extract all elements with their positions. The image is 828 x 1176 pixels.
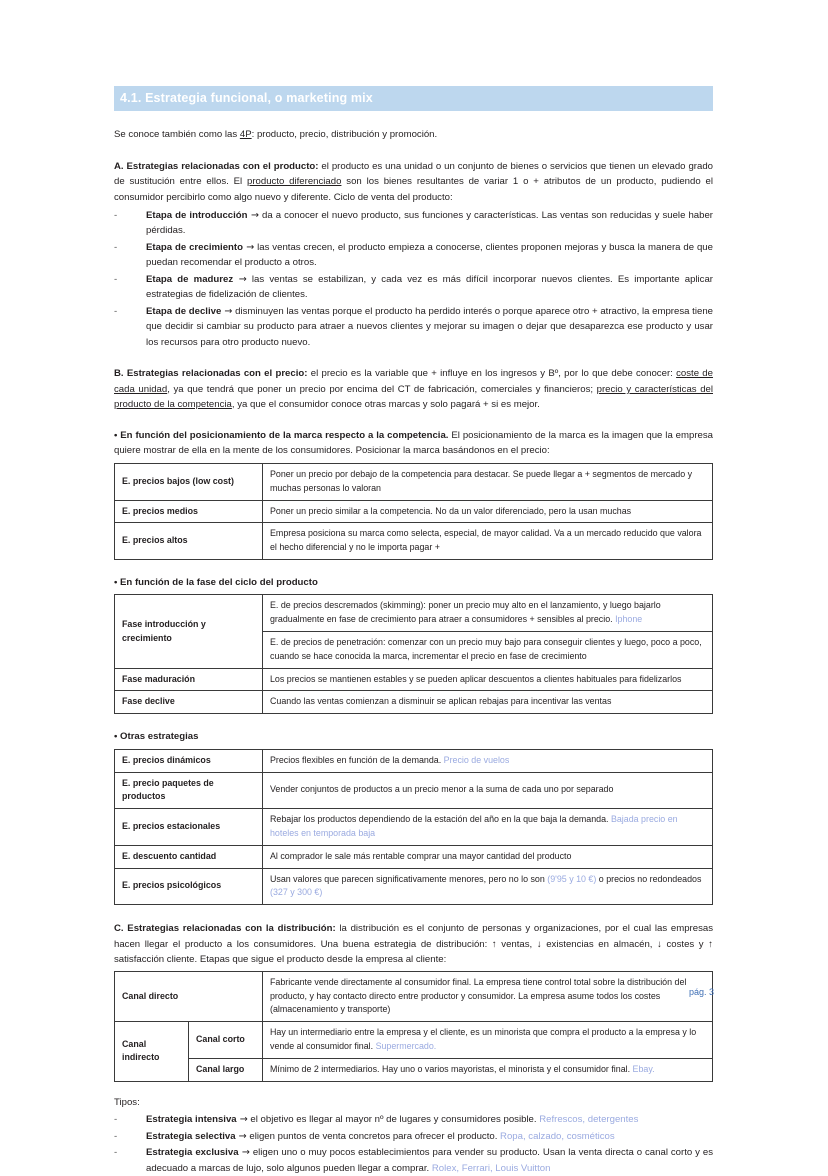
- row-label: E. precios dinámicos: [115, 749, 263, 772]
- arrow-icon: →: [238, 1147, 250, 1159]
- section-a-underlined: producto diferenciado: [247, 176, 342, 188]
- row-label: E. precios medios: [115, 500, 263, 523]
- section-b-underlined-1: coste de cada unidad: [114, 368, 713, 395]
- table-row: [115, 971, 713, 1021]
- psico-part1: Usan valores que parecen significativamente menores, pero no lo son: [270, 873, 548, 884]
- canal-directo-label: Canal directo: [115, 971, 263, 1021]
- row-desc: [263, 595, 713, 632]
- table-row: [115, 691, 713, 714]
- psico-example-1: (9'95 y 10 €): [547, 873, 597, 884]
- section-b-text3: , ya que el consumidor conoce otras marcas y solo pagará + si es mejor.: [231, 399, 540, 411]
- row-desc: [263, 809, 713, 846]
- canal-corto-label: Canal corto: [189, 1022, 263, 1059]
- row-desc: [263, 772, 713, 809]
- list-item-term: Etapa de madurez: [146, 273, 234, 285]
- intro-post: : producto, precio, distribución y promoción.: [251, 129, 438, 141]
- section-c-text: la distribución es el conjunto de personas y organizaciones, por el cual las empresas hacen llegar el producto a los consumidores. Una buena estrategia de distribución: ↑ ventas, ↓ existencias en almacén, ↓ costes y ↑ satisfacción cliente. Etapas que sigue el producto desde la empresa al cliente:: [114, 923, 713, 966]
- posicionamiento-heading-bold: En función del posicionamiento de la marca respecto a la competencia.: [120, 429, 449, 441]
- distribucion-table: [114, 971, 713, 1082]
- table-row: [115, 1022, 713, 1059]
- table-row: [115, 809, 713, 846]
- row-desc-text: Al comprador le sale más rentable comprar una mayor cantidad del producto: [270, 850, 572, 861]
- otras-heading-text: Otras estrategias: [120, 731, 199, 743]
- row-label: Fase declive: [115, 691, 263, 714]
- canal-corto-desc: [263, 1022, 713, 1059]
- intro-underlined-4p: 4P: [239, 129, 252, 141]
- list-item: [114, 304, 713, 351]
- section-a-paragraph: [114, 159, 713, 206]
- tipos-list: [114, 1112, 713, 1176]
- arrow-icon: →: [247, 209, 259, 221]
- list-item-body: las ventas crecen, el producto empieza a conocerse, clientes proponen mejoras y busca la manera de que puedan recomendar el producto a otros.: [146, 241, 713, 269]
- table-row: [115, 463, 713, 500]
- canal-corto-example: Supermercado.: [375, 1040, 437, 1051]
- row-desc-text: Rebajar los productos dependiendo de la estación del año en la que baja la demanda.: [270, 814, 611, 825]
- row-desc-text: Precios flexibles en función de la demanda.: [270, 754, 444, 765]
- intro-pre: Se conoce también como las: [114, 129, 240, 141]
- table-row: [115, 523, 713, 560]
- dash-bullet-icon: -: [114, 1130, 118, 1142]
- section-a-list: [114, 208, 713, 351]
- list-item-example: Refrescos, detergentes: [539, 1114, 639, 1126]
- row-example: Precio de vuelos: [443, 754, 510, 765]
- posicionamiento-heading-rest: El posicionamiento de la marca es la imagen que la empresa quiere mostrar de ella en la mente de los consumidores. Posicionar la marca basándonos en el precio:: [114, 429, 714, 457]
- section-c-title: C. Estrategias relacionadas con la distribución:: [114, 923, 336, 935]
- list-item-term: Etapa de introducción: [146, 209, 248, 221]
- row-desc: E. de precios de penetración: comenzar con un precio muy bajo para conseguir clientes y luego, poco a poco, cuando se hace conocida la marca, incrementar el precio en fase de crecimiento: [263, 632, 713, 669]
- list-item-example: Ropa, calzado, cosméticos: [500, 1130, 615, 1142]
- arrow-icon: →: [235, 1130, 247, 1142]
- page-footer: pág. 3: [688, 987, 714, 997]
- dash-bullet-icon: -: [114, 1114, 118, 1126]
- row-label: E. descuento cantidad: [115, 845, 263, 868]
- canal-largo-label: Canal largo: [189, 1058, 263, 1081]
- canal-directo-desc: Fabricante vende directamente al consumidor final. La empresa tiene control total sobre la distribución del producto, y hay contacto directo entre productor y consumidor. La empresa asume todos los costes (almacenamiento y transporte): [263, 971, 713, 1021]
- table-row: [115, 749, 713, 772]
- ciclo-heading: [114, 575, 713, 591]
- section-heading-bar: 4.1. Estrategia funcional, o marketing mix: [114, 86, 713, 111]
- list-item-body: disminuyen las ventas porque el producto ha perdido interés o porque aparece otro + atractivo, la empresa tiene que decidir si cambiar su producto para atraer a nuevos clientes y mejorar su imagen o dejar que desaparezca ese producto y usar los recursos para otro producto nuevo.: [146, 305, 713, 348]
- row-desc: Poner un precio por debajo de la competencia para destacar. Se puede llegar a + segmentos de mercado y muchas personas lo valoran: [263, 463, 713, 500]
- posicionamiento-table: [114, 463, 713, 560]
- row-label: Fase maduración: [115, 668, 263, 691]
- arrow-icon: →: [233, 273, 247, 285]
- row-label: E. precios psicológicos: [115, 868, 263, 905]
- tipos-heading: Tipos:: [114, 1096, 140, 1108]
- section-a-title: A. Estrategias relacionadas con el producto:: [114, 160, 319, 172]
- arrow-icon: →: [242, 241, 255, 253]
- section-b-text2: , ya que tendrá que poner un precio por encima del CT de fabricación, comerciales y financieros;: [167, 383, 597, 395]
- row-label: E. precios bajos (low cost): [115, 463, 263, 500]
- section-a-text1: el producto es una unidad o un conjunto de bienes o servicios que tienen un elevado grado de sustitución entre ellos. El: [114, 160, 713, 188]
- arrow-icon: →: [221, 305, 233, 317]
- canal-largo-example: Ebay.: [632, 1063, 655, 1074]
- row-desc: [263, 845, 713, 868]
- section-b-title: B. Estrategias relacionadas con el precio:: [114, 368, 308, 380]
- section-b-underlined-2: precio y características del producto de la competencia: [114, 383, 713, 411]
- dash-bullet-icon: -: [114, 1147, 118, 1159]
- table-row: [115, 668, 713, 691]
- row-desc: Empresa posiciona su marca como selecta, especial, de mayor calidad. Va a un mercado reducido que valora el hecho diferencial y no le importa pagar +: [263, 523, 713, 560]
- bullet-dot-icon: •: [114, 731, 121, 743]
- row-desc: Los precios se mantienen estables y se pueden aplicar descuentos a clientes habituales para fidelizarlos: [263, 668, 713, 691]
- table-row: [115, 500, 713, 523]
- canal-largo-desc: [263, 1058, 713, 1081]
- canal-corto-text: Hay un intermediario entre la empresa y el cliente, es un minorista que compra el producto a la empresa y lo vende al consumidor final.: [270, 1027, 697, 1051]
- row-desc: Poner un precio similar a la competencia. No da un valor diferenciado, pero la usan muchas: [263, 500, 713, 523]
- psico-part2: o precios no redondeados: [596, 873, 702, 884]
- dash-bullet-icon: -: [114, 209, 118, 221]
- posicionamiento-heading: [114, 428, 713, 459]
- bullet-dot-icon: •: [114, 429, 121, 441]
- row-label: E. precios estacionales: [115, 809, 263, 846]
- otras-heading: [114, 729, 713, 745]
- table-row: [115, 595, 713, 632]
- list-item-body: eligen puntos de venta concretos para ofrecer el producto.: [246, 1130, 501, 1142]
- list-item-body: da a conocer el nuevo producto, sus funciones y características. Las ventas son reducidas y suele haber pérdidas.: [146, 209, 713, 237]
- dash-bullet-icon: -: [114, 273, 118, 285]
- row-example: Iphone: [615, 614, 643, 625]
- table-row: [115, 868, 713, 905]
- section-b-paragraph: [114, 366, 713, 413]
- list-item: [114, 240, 713, 271]
- list-item-body: el objetivo es llegar al mayor nº de lugares y consumidores posible.: [247, 1114, 540, 1126]
- psico-example-2: (327 y 300 €): [270, 887, 323, 898]
- row-example: Bajada precio en hoteles en temporada baja: [270, 814, 678, 838]
- table-row: [115, 772, 713, 809]
- section-a-text2: son los bienes resultantes de variar 1 o + atributos de un producto, pudiendo el consumidor percibirlo como algo nuevo y diferente. Ciclo de venta del producto:: [114, 176, 713, 203]
- list-item-term: Etapa de declive: [146, 305, 222, 317]
- list-item: [114, 1145, 713, 1176]
- dash-bullet-icon: -: [114, 305, 118, 317]
- section-c-paragraph: [114, 921, 713, 968]
- row-desc-text: E. de precios descremados (skimming): poner un precio muy alto en el lanzamiento, y luego bajarlo gradualmente en fase de crecimiento para atraer a consumidores + sensibles al precio.: [270, 600, 661, 625]
- bullet-dot-icon: •: [114, 576, 121, 588]
- row-label: E. precio paquetes de productos: [115, 772, 263, 809]
- list-item-body: eligen uno o muy pocos establecimientos para vender su producto. Usan la venta directa o canal corto y es adecuado a marcas de lujo, solo algunos pueden llegar a comprar.: [146, 1147, 713, 1174]
- row-desc: [263, 868, 713, 905]
- row-label: E. precios altos: [115, 523, 263, 560]
- arrow-icon: →: [236, 1114, 248, 1126]
- row-desc: Cuando las ventas comienzan a disminuir se aplican rebajas para incentivar las ventas: [263, 691, 713, 714]
- row-desc-text: Vender conjuntos de productos a un precio menor a la suma de cada uno por separado: [270, 784, 614, 795]
- list-item: [114, 1129, 713, 1145]
- intro-paragraph: [114, 127, 713, 143]
- list-item-term: Estrategia intensiva: [146, 1114, 237, 1126]
- canal-largo-text: Mínimo de 2 intermediarios. Hay uno o varios mayoristas, el minorista y el consumidor final.: [270, 1063, 633, 1074]
- canal-indirecto-label: Canal indirecto: [115, 1022, 189, 1081]
- section-b-text1: el precio es la variable que + influye en los ingresos y Bº, por lo que debe conocer:: [307, 368, 677, 380]
- row-desc: [263, 749, 713, 772]
- list-item-example: Rolex, Ferrari, Louis Vuitton: [431, 1162, 551, 1174]
- list-item: [114, 208, 713, 239]
- dash-bullet-icon: -: [114, 241, 118, 253]
- list-item: [114, 1112, 713, 1128]
- table-row: [115, 1058, 713, 1081]
- ciclo-heading-text: En función de la fase del ciclo del producto: [120, 576, 318, 588]
- otras-table: [114, 749, 713, 905]
- list-item: [114, 272, 713, 303]
- list-item-term: Estrategia exclusiva: [146, 1147, 239, 1159]
- list-item-term: Etapa de crecimiento: [146, 241, 243, 253]
- list-item-term: Estrategia selectiva: [146, 1130, 236, 1142]
- ciclo-table: [114, 594, 713, 714]
- table-row: [115, 845, 713, 868]
- row-label: Fase introducción y crecimiento: [115, 595, 263, 668]
- list-item-body: las ventas se estabilizan, y cada vez es más difícil incorporar nuevos clientes. Es importante aplicar estrategias de fidelización de clientes.: [146, 273, 714, 301]
